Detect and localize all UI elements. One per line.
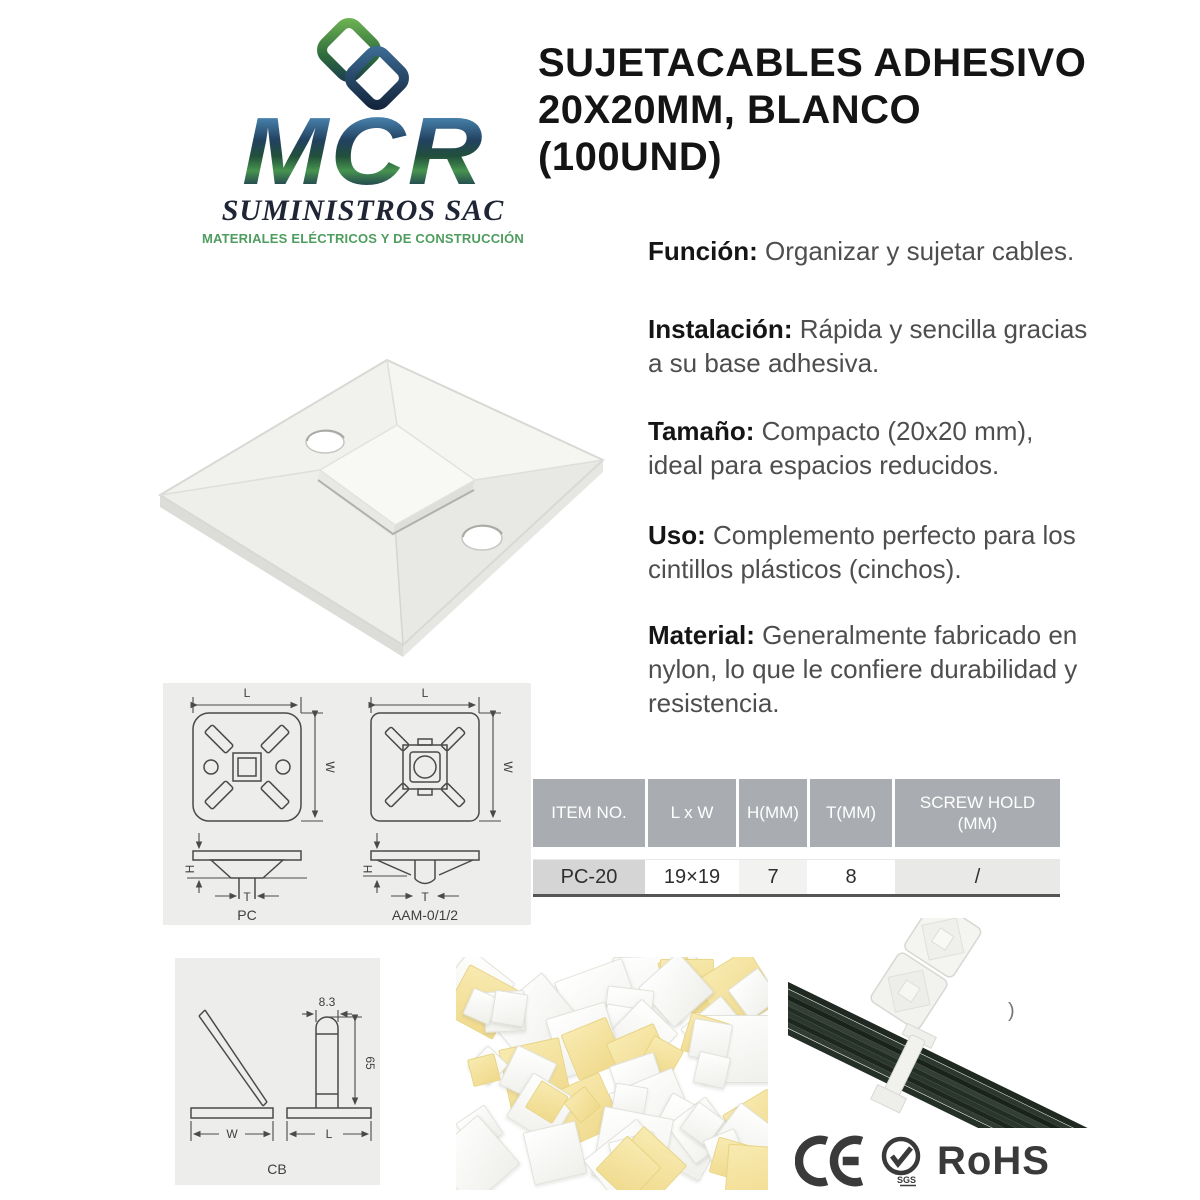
dim-label-l: L bbox=[421, 686, 429, 700]
diagram-label-aam: AAM-0/1/2 bbox=[391, 907, 459, 923]
rohs-label: RoHS bbox=[937, 1138, 1050, 1183]
spec-label: Instalación: bbox=[648, 314, 793, 344]
pc-aam-diagram bbox=[163, 683, 531, 925]
mount-square bbox=[693, 1051, 731, 1089]
sgs-check-icon bbox=[878, 1133, 924, 1189]
dim-label-w: W bbox=[226, 1127, 238, 1141]
dim-label-t: T bbox=[243, 890, 251, 904]
title-line-2: 20X20MM, BLANCO bbox=[538, 88, 922, 132]
dim-label-h: H bbox=[361, 864, 375, 874]
cell-lxw: 19×19 bbox=[648, 860, 739, 894]
spec-material bbox=[648, 618, 1088, 720]
adhesive-back-square bbox=[723, 1144, 768, 1190]
spec-text: Organizar y sujetar cables. bbox=[765, 236, 1075, 266]
product-title bbox=[538, 40, 1138, 181]
dim-label-w: W bbox=[501, 761, 515, 773]
cb-diagram bbox=[175, 958, 380, 1185]
title-line-3: (100UND) bbox=[538, 135, 723, 179]
table-gap bbox=[533, 847, 1060, 859]
table-bottom-rule bbox=[533, 894, 1060, 897]
cell-t: 8 bbox=[810, 860, 895, 894]
dim-label-w: W bbox=[323, 761, 337, 773]
spec-funcion bbox=[648, 234, 1088, 268]
cell-item-no: PC-20 bbox=[533, 860, 648, 894]
header-t: T(MM) bbox=[810, 779, 895, 847]
sgs-text: SGS bbox=[896, 1175, 916, 1185]
spec-text: Compacto (20x20 mm), ideal para espacios reducidos. bbox=[648, 416, 1034, 480]
application-photo-cables bbox=[788, 918, 1108, 1128]
spec-text: Complemento perfecto para los cintillos plásticos (cinchos). bbox=[648, 520, 1076, 584]
dim-label-l: L bbox=[325, 1127, 333, 1141]
dim-label-l: L bbox=[243, 686, 251, 700]
company-tagline: MATERIALES ELÉCTRICOS Y DE CONSTRUCCIÓN bbox=[202, 231, 524, 246]
dim-label-8-3: 8.3 bbox=[318, 995, 336, 1009]
header-item-no: ITEM NO. bbox=[533, 779, 648, 847]
mount-square bbox=[456, 1114, 520, 1190]
spec-label: Uso: bbox=[648, 520, 706, 550]
company-logo bbox=[172, 14, 554, 246]
ce-mark-icon bbox=[795, 1134, 865, 1188]
header-screw-hold: SCREW HOLD (MM) bbox=[895, 779, 1060, 847]
diagram-label-pc: PC bbox=[237, 907, 257, 923]
title-line-1: SUJETACABLES ADHESIVO bbox=[538, 41, 1087, 85]
product-photo-mount bbox=[140, 330, 620, 675]
certification-badges bbox=[795, 1132, 1050, 1190]
spec-text: Rápida y sencilla gracias a su base adhesiva. bbox=[648, 314, 1088, 378]
diagram-label-cb: CB bbox=[267, 1161, 287, 1177]
dim-label-h: H bbox=[183, 864, 197, 874]
technical-diagram-panel bbox=[163, 683, 531, 925]
spec-tamano bbox=[648, 414, 1088, 482]
company-name: SUMINISTROS SAC bbox=[221, 194, 505, 227]
cell-h: 7 bbox=[739, 860, 810, 894]
header-lxw: L x W bbox=[648, 779, 739, 847]
mount-square bbox=[491, 990, 529, 1028]
spec-instalacion bbox=[648, 312, 1088, 380]
spec-table-header bbox=[533, 779, 1060, 847]
stray-paren-text: ) bbox=[1008, 1000, 1015, 1022]
cell-screw-hold: / bbox=[895, 860, 1060, 894]
header-h: H(MM) bbox=[739, 779, 810, 847]
spec-uso bbox=[648, 518, 1088, 586]
spec-label: Función: bbox=[648, 236, 758, 266]
mount-pair bbox=[869, 918, 983, 1031]
brand-name: MCR bbox=[241, 98, 485, 205]
dim-label-t: T bbox=[421, 890, 429, 904]
product-pile-photo bbox=[456, 957, 768, 1190]
spec-label: Material: bbox=[648, 620, 755, 650]
spec-table bbox=[533, 779, 1060, 897]
spec-label: Tamaño: bbox=[648, 416, 755, 446]
dim-label-65: 65 bbox=[363, 1056, 377, 1070]
spec-text: Generalmente fabricado en nylon, lo que le confiere durabilidad y resistencia. bbox=[648, 620, 1078, 718]
mount-square bbox=[522, 1120, 586, 1184]
product-description bbox=[648, 234, 1088, 720]
table-row bbox=[533, 859, 1060, 894]
cb-diagram-panel bbox=[175, 958, 380, 1185]
